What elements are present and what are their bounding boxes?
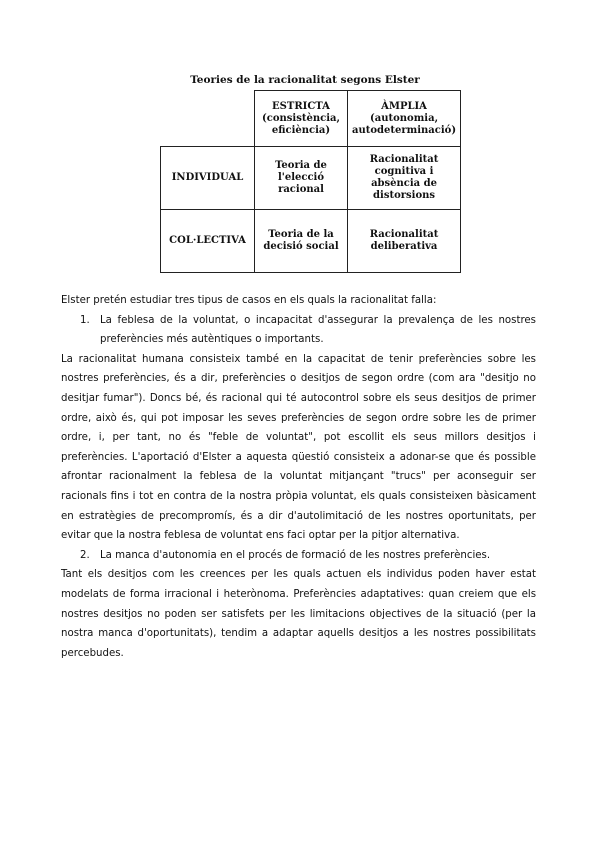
col-header-strict: ESTRICTA (consistència, eficiència)	[255, 91, 348, 147]
table-header-row	[161, 91, 461, 147]
col-header-broad: ÀMPLIA (autonomia, autodeterminació)	[348, 91, 461, 147]
table-row-collective	[161, 210, 461, 273]
table-corner	[161, 91, 255, 147]
list-text-1: La feblesa de la voluntat, o incapacitat d'assegurar la prevalença de les nostres preferències més autèntiques o importants.	[100, 314, 536, 346]
rationality-theories-table	[160, 90, 461, 273]
list-item-2	[61, 546, 536, 566]
row-header-individual: INDIVIDUAL	[161, 147, 255, 210]
list-number-2: 2.	[80, 549, 90, 561]
cell-individual-broad: Racionalitat cognitiva i absència de distorsions	[348, 147, 461, 210]
cell-individual-strict: Teoria de l'elecció racional	[255, 147, 348, 210]
cell-collective-strict: Teoria de la decisió social	[255, 210, 348, 273]
body-text	[61, 291, 536, 663]
list-text-2: La manca d'autonomia en el procés de formació de les nostres preferències.	[100, 549, 491, 561]
list-number-1: 1.	[80, 314, 90, 326]
row-header-collective: COL·LECTIVA	[161, 210, 255, 273]
list-item-1	[61, 311, 536, 350]
cell-collective-broad: Racionalitat deliberativa	[348, 210, 461, 273]
table-row-individual	[161, 147, 461, 210]
paragraph-1: La racionalitat humana consisteix també en la capacitat de tenir preferències sobre les nostres preferències, és a dir, preferències o desitjos de segon ordre (com ara "desitjo no desitjar fumar"). Doncs bé, és racional qui té autocontrol sobre els seus desitjos de primer ordre, això és, qui pot imposar les seves preferències de segon ordre sobre les de primer ordre, i, per tant, no és "feble de voluntat", pot escollit els seus millors desitjos i preferències. L'aportació d'Elster a aquesta qüestió consisteix a adonar-se que és possible afrontar racionalment la feblesa de la voluntat mitjançant "trucs" per aconseguir ser racionals fins i tot en contra de la nostra pròpia voluntat, els quals consisteixen bàsicament en estratègies de precompromís, és a dir d'autolimitació de les nostres oportunitats, per evitar que la nostra feblesa de voluntat ens faci optar per la pitjor alternativa.	[61, 353, 536, 542]
intro-paragraph: Elster pretén estudiar tres tipus de casos en els quals la racionalitat falla:	[61, 295, 437, 306]
table-title: Teories de la racionalitat segons Elster	[190, 74, 420, 86]
paragraph-2: Tant els desitjos com les creences per les quals actuen els individus poden haver estat modelats de forma irracional i heterònoma. Preferències adaptatives: quan creiem que els nostres desitjos no poden ser satisfets per les limitacions objectives de la situació (per la nostra manca d'oportunitats), tendim a adaptar aquells desitjos a les nostres possibilitats percebudes.	[61, 569, 536, 659]
